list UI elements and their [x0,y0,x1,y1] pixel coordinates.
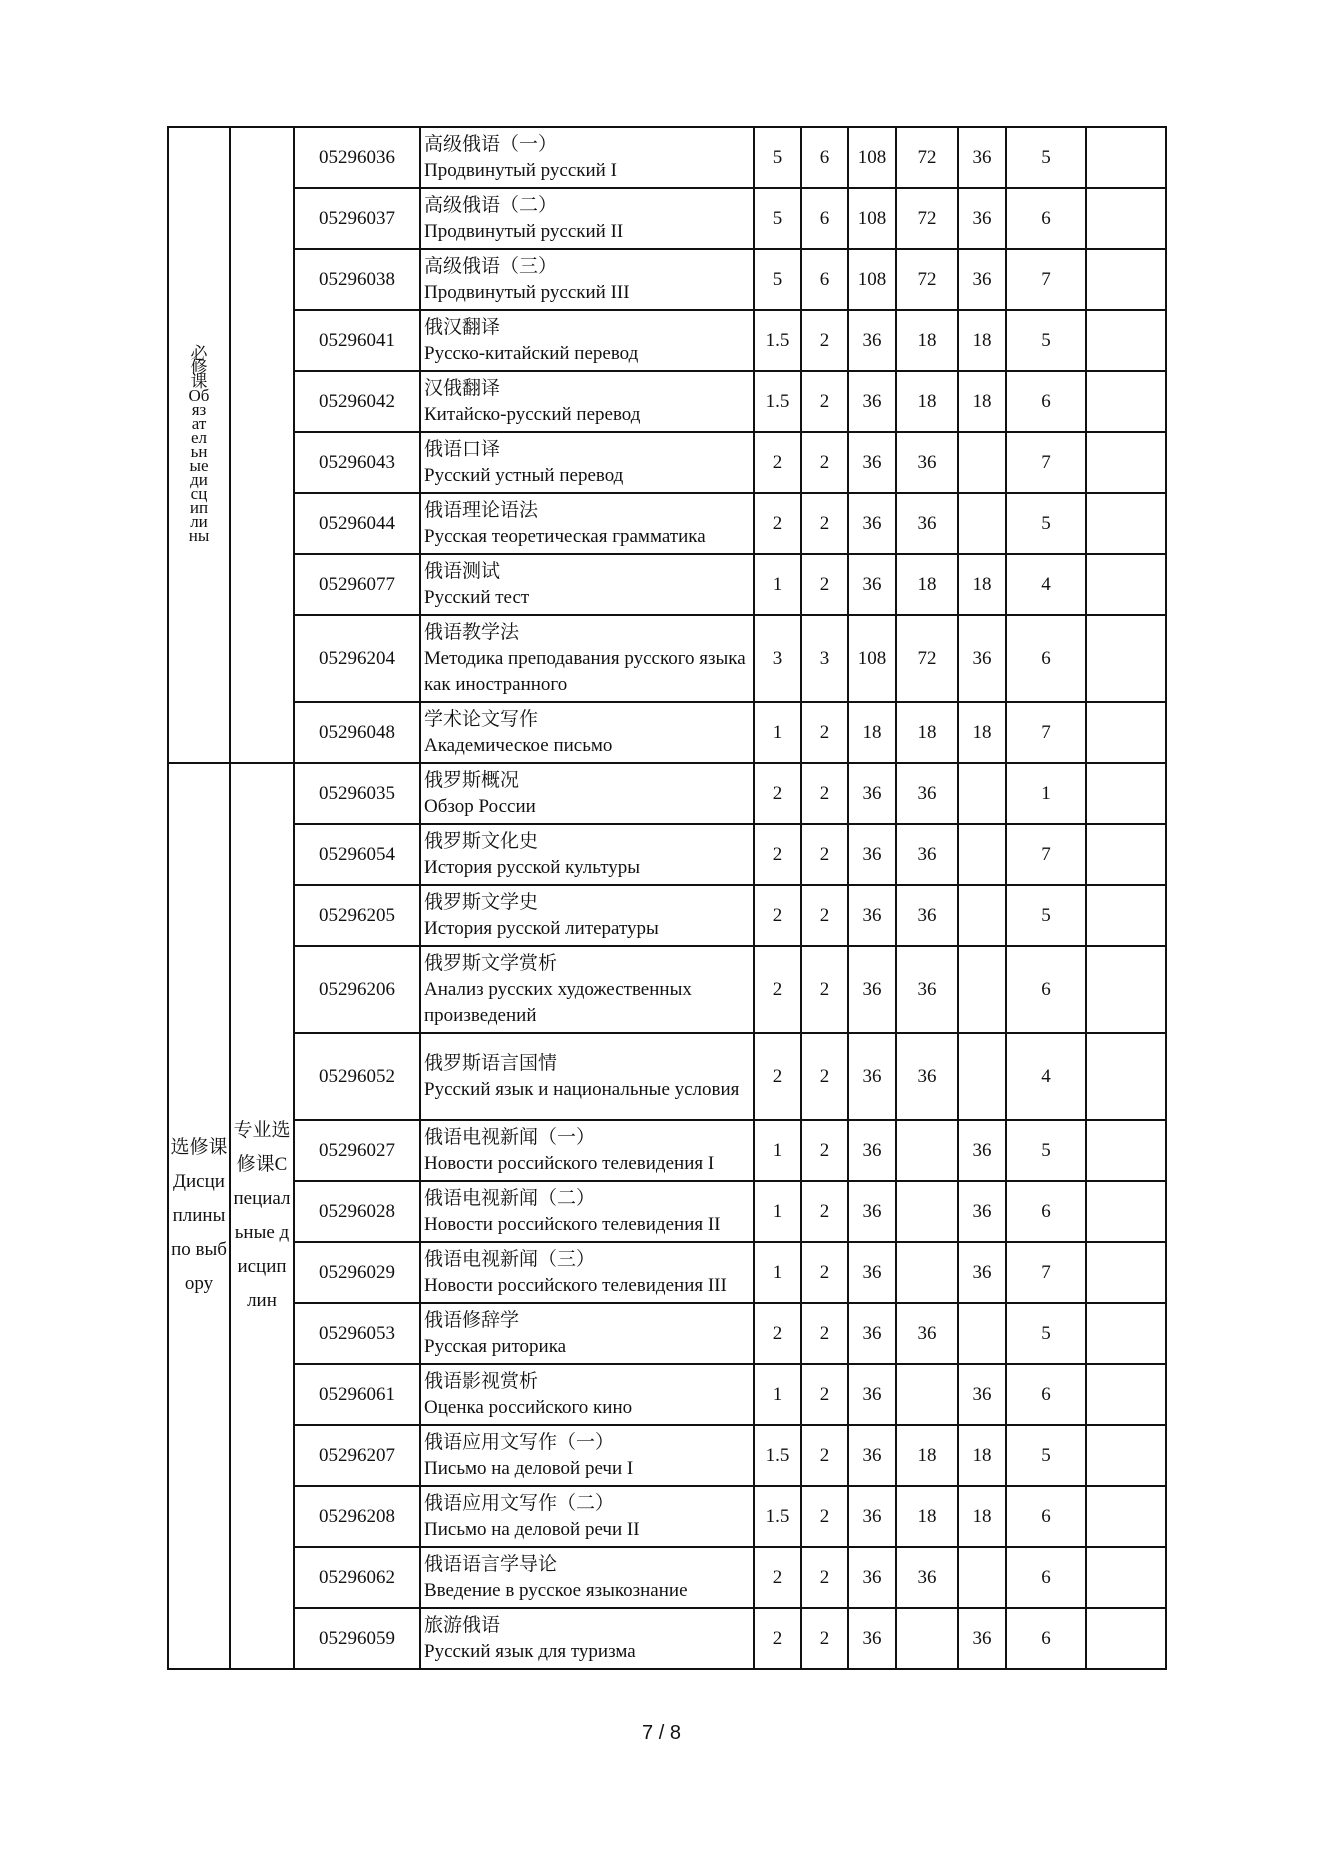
curriculum-table [167,126,1167,1670]
course-code: 05296062 [294,1547,420,1608]
course-name [420,615,754,702]
note [1086,1486,1166,1547]
practice-hours [958,1547,1006,1608]
total-hours: 36 [848,1033,896,1120]
total-hours: 108 [848,188,896,249]
lecture-hours: 72 [896,615,958,702]
course-name-ru: Методика преподавания русского языка как иностранного [424,647,746,695]
course-code: 05296053 [294,1303,420,1364]
semester: 5 [1006,1425,1086,1486]
lecture-hours: 36 [896,946,958,1033]
note [1086,127,1166,188]
note [1086,1425,1166,1486]
credits: 2 [754,1033,801,1120]
table-row [168,554,1166,615]
semester: 7 [1006,432,1086,493]
semester: 6 [1006,371,1086,432]
course-name [420,493,754,554]
semester: 5 [1006,1303,1086,1364]
course-name [420,1303,754,1364]
practice-hours [958,885,1006,946]
course-name-zh: 俄语口译 [424,438,501,460]
table-row [168,763,1166,824]
course-name-zh: 俄语测试 [424,560,501,582]
weekly-hours: 2 [801,1364,848,1425]
total-hours: 36 [848,946,896,1033]
course-code: 05296037 [294,188,420,249]
weekly-hours: 2 [801,885,848,946]
weekly-hours: 2 [801,824,848,885]
total-hours: 36 [848,1120,896,1181]
total-hours: 36 [848,493,896,554]
practice-hours: 36 [958,1608,1006,1669]
weekly-hours: 2 [801,371,848,432]
lecture-hours: 18 [896,310,958,371]
table-row [168,1364,1166,1425]
table-row [168,432,1166,493]
note [1086,371,1166,432]
semester: 6 [1006,1486,1086,1547]
course-name-zh: 俄语电视新闻（一） [424,1126,596,1148]
elective-subgroup-label-text: 专业选修课Специальные дисциплин [233,1120,291,1311]
course-code: 05296207 [294,1425,420,1486]
credits: 2 [754,946,801,1033]
total-hours: 36 [848,1486,896,1547]
weekly-hours: 2 [801,1425,848,1486]
table-row [168,1033,1166,1120]
weekly-hours: 6 [801,127,848,188]
lecture-hours: 36 [896,1303,958,1364]
weekly-hours: 2 [801,1181,848,1242]
total-hours: 36 [848,1547,896,1608]
course-name [420,763,754,824]
credits: 2 [754,1608,801,1669]
practice-hours [958,946,1006,1033]
table-row [168,1486,1166,1547]
course-name-ru: Оценка российского кино [424,1396,633,1418]
weekly-hours: 2 [801,1120,848,1181]
lecture-hours: 36 [896,885,958,946]
course-name-ru: Продвинутый русский II [424,220,624,242]
course-name-zh: 汉俄翻译 [424,377,501,399]
course-name [420,1364,754,1425]
course-name-ru: Русский устный перевод [424,464,624,486]
course-name [420,249,754,310]
course-name-zh: 学术论文写作 [424,708,539,730]
table-row [168,371,1166,432]
lecture-hours: 72 [896,249,958,310]
course-name-ru: Продвинутый русский I [424,159,617,181]
lecture-hours [896,1608,958,1669]
course-name-ru: Анализ русских художественных произведений [424,978,692,1026]
note [1086,824,1166,885]
course-name-ru: Письмо на деловой речи II [424,1518,640,1540]
credits: 2 [754,824,801,885]
practice-hours [958,763,1006,824]
course-name [420,1033,754,1120]
weekly-hours: 2 [801,1547,848,1608]
note [1086,432,1166,493]
note [1086,763,1166,824]
course-name-zh: 俄语应用文写作（一） [424,1431,615,1453]
course-name [420,188,754,249]
lecture-hours: 18 [896,1486,958,1547]
note [1086,1303,1166,1364]
course-code: 05296036 [294,127,420,188]
table-row [168,493,1166,554]
credits: 1 [754,1242,801,1303]
course-code: 05296205 [294,885,420,946]
course-name-zh: 高级俄语（一） [424,133,558,155]
course-name [420,1425,754,1486]
required-group-label [168,127,230,763]
note [1086,1181,1166,1242]
credits: 1 [754,1364,801,1425]
note [1086,249,1166,310]
course-code: 05296038 [294,249,420,310]
semester: 5 [1006,493,1086,554]
elective-subgroup-label [230,763,294,1669]
course-name [420,1608,754,1669]
course-name-zh: 俄语电视新闻（三） [424,1248,596,1270]
semester: 6 [1006,946,1086,1033]
course-name [420,310,754,371]
course-name-zh: 俄语电视新闻（二） [424,1187,596,1209]
course-name-ru: Продвинутый русский III [424,281,630,303]
course-code: 05296206 [294,946,420,1033]
course-name-ru: Русская риторика [424,1335,567,1357]
course-name [420,1547,754,1608]
practice-hours [958,1033,1006,1120]
credits: 1.5 [754,1486,801,1547]
total-hours: 36 [848,1242,896,1303]
course-code: 05296204 [294,615,420,702]
note [1086,885,1166,946]
course-name-ru: Русский язык и национальные условия [424,1078,740,1100]
lecture-hours: 36 [896,1033,958,1120]
note [1086,615,1166,702]
course-name-zh: 俄罗斯文学赏析 [424,952,558,974]
course-code: 05296054 [294,824,420,885]
table-row [168,885,1166,946]
practice-hours: 18 [958,554,1006,615]
practice-hours [958,432,1006,493]
practice-hours: 36 [958,615,1006,702]
total-hours: 36 [848,824,896,885]
course-name-ru: Обзор России [424,795,536,817]
total-hours: 108 [848,249,896,310]
table-row [168,702,1166,763]
credits: 1.5 [754,371,801,432]
credits: 2 [754,763,801,824]
weekly-hours: 2 [801,1303,848,1364]
course-name [420,885,754,946]
course-name-zh: 俄语语言学导论 [424,1553,558,1575]
semester: 7 [1006,1242,1086,1303]
note [1086,493,1166,554]
course-name [420,1181,754,1242]
practice-hours [958,493,1006,554]
weekly-hours: 6 [801,249,848,310]
required-group-label-text: 必修课Обязательные дисциплины [188,344,210,545]
course-code: 05296028 [294,1181,420,1242]
total-hours: 36 [848,371,896,432]
weekly-hours: 2 [801,310,848,371]
practice-hours: 36 [958,127,1006,188]
course-name-zh: 俄语教学法 [424,621,520,643]
total-hours: 36 [848,763,896,824]
table-row [168,310,1166,371]
semester: 6 [1006,188,1086,249]
total-hours: 108 [848,615,896,702]
semester: 4 [1006,1033,1086,1120]
course-code: 05296048 [294,702,420,763]
note [1086,1364,1166,1425]
practice-hours: 18 [958,310,1006,371]
total-hours: 36 [848,1608,896,1669]
lecture-hours [896,1120,958,1181]
course-name-ru: Новости российского телевидения I [424,1152,715,1174]
note [1086,188,1166,249]
practice-hours: 36 [958,188,1006,249]
course-name-zh: 俄罗斯语言国情 [424,1052,558,1074]
total-hours: 36 [848,1303,896,1364]
table-row [168,1608,1166,1669]
course-code: 05296208 [294,1486,420,1547]
lecture-hours [896,1364,958,1425]
course-name-zh: 俄罗斯文学史 [424,891,539,913]
semester: 6 [1006,1364,1086,1425]
table-row [168,1120,1166,1181]
credits: 1 [754,1120,801,1181]
total-hours: 36 [848,432,896,493]
lecture-hours: 72 [896,127,958,188]
weekly-hours: 2 [801,1033,848,1120]
semester: 6 [1006,615,1086,702]
total-hours: 36 [848,1425,896,1486]
course-name-ru: Русский тест [424,586,530,608]
course-code: 05296059 [294,1608,420,1669]
course-name-zh: 俄语修辞学 [424,1309,520,1331]
total-hours: 108 [848,127,896,188]
semester: 5 [1006,310,1086,371]
weekly-hours: 2 [801,1242,848,1303]
course-name-zh: 高级俄语（三） [424,255,558,277]
course-name-zh: 俄罗斯概况 [424,769,520,791]
credits: 2 [754,432,801,493]
table-body [168,127,1166,1669]
course-code: 05296077 [294,554,420,615]
practice-hours: 36 [958,1181,1006,1242]
course-name-zh: 俄汉翻译 [424,316,501,338]
weekly-hours: 2 [801,702,848,763]
total-hours: 36 [848,554,896,615]
semester: 5 [1006,127,1086,188]
note [1086,1608,1166,1669]
course-name-ru: Академическое письмо [424,734,613,756]
weekly-hours: 3 [801,615,848,702]
course-code: 05296035 [294,763,420,824]
course-code: 05296061 [294,1364,420,1425]
course-name [420,371,754,432]
course-name-zh: 旅游俄语 [424,1614,501,1636]
table-row [168,1181,1166,1242]
total-hours: 18 [848,702,896,763]
course-name-ru: Китайско-русский перевод [424,403,641,425]
course-name-ru: Введение в русское языкознание [424,1579,688,1601]
course-name-ru: Русско-китайский перевод [424,342,639,364]
weekly-hours: 2 [801,554,848,615]
table-row [168,824,1166,885]
course-code: 05296027 [294,1120,420,1181]
lecture-hours: 18 [896,554,958,615]
course-name-ru: Русская теоретическая грамматика [424,525,706,547]
credits: 1 [754,1181,801,1242]
lecture-hours: 36 [896,432,958,493]
course-name-zh: 俄语应用文写作（二） [424,1492,615,1514]
course-code: 05296029 [294,1242,420,1303]
course-name-ru: Новости российского телевидения II [424,1213,721,1235]
lecture-hours [896,1242,958,1303]
course-name [420,127,754,188]
practice-hours: 18 [958,371,1006,432]
semester: 7 [1006,824,1086,885]
semester: 6 [1006,1608,1086,1669]
weekly-hours: 2 [801,1608,848,1669]
lecture-hours: 18 [896,371,958,432]
weekly-hours: 2 [801,946,848,1033]
total-hours: 36 [848,310,896,371]
weekly-hours: 2 [801,432,848,493]
semester: 7 [1006,249,1086,310]
course-name [420,1486,754,1547]
semester: 1 [1006,763,1086,824]
course-name [420,824,754,885]
course-name [420,1120,754,1181]
weekly-hours: 2 [801,1486,848,1547]
semester: 4 [1006,554,1086,615]
course-name-zh: 俄罗斯文化史 [424,830,539,852]
credits: 2 [754,885,801,946]
table-row [168,188,1166,249]
table-row [168,127,1166,188]
credits: 2 [754,1303,801,1364]
course-name-zh: 俄语理论语法 [424,499,539,521]
lecture-hours [896,1181,958,1242]
required-subgroup-cell [230,127,294,763]
course-code: 05296041 [294,310,420,371]
course-name [420,702,754,763]
note [1086,946,1166,1033]
page-number: 7 / 8 [642,1722,681,1744]
course-name [420,432,754,493]
note [1086,310,1166,371]
credits: 1 [754,702,801,763]
course-name-ru: Письмо на деловой речи I [424,1457,634,1479]
lecture-hours: 18 [896,702,958,763]
table-row [168,1425,1166,1486]
practice-hours: 18 [958,702,1006,763]
table-row [168,1242,1166,1303]
course-name [420,554,754,615]
elective-group-label-text: 选修课Дисциплины по выбору [170,1137,228,1294]
semester: 6 [1006,1181,1086,1242]
weekly-hours: 2 [801,493,848,554]
lecture-hours: 36 [896,824,958,885]
course-name-ru: Русский язык для туризма [424,1640,636,1662]
course-name-ru: История русской литературы [424,917,659,939]
table-row [168,615,1166,702]
course-name-ru: Новости российского телевидения III [424,1274,727,1296]
table-row [168,249,1166,310]
practice-hours: 36 [958,1242,1006,1303]
course-name-zh: 俄语影视赏析 [424,1370,539,1392]
note [1086,1242,1166,1303]
note [1086,1547,1166,1608]
table-row [168,946,1166,1033]
lecture-hours: 72 [896,188,958,249]
weekly-hours: 6 [801,188,848,249]
semester: 5 [1006,885,1086,946]
semester: 5 [1006,1120,1086,1181]
credits: 1.5 [754,310,801,371]
note [1086,1033,1166,1120]
practice-hours: 36 [958,1120,1006,1181]
credits: 1.5 [754,1425,801,1486]
course-code: 05296042 [294,371,420,432]
lecture-hours: 36 [896,493,958,554]
elective-group-label [168,763,230,1669]
note [1086,554,1166,615]
table-row [168,1547,1166,1608]
credits: 5 [754,249,801,310]
total-hours: 36 [848,1181,896,1242]
credits: 5 [754,127,801,188]
course-name [420,1242,754,1303]
credits: 1 [754,554,801,615]
weekly-hours: 2 [801,763,848,824]
semester: 7 [1006,702,1086,763]
total-hours: 36 [848,885,896,946]
course-name-ru: История русской культуры [424,856,641,878]
practice-hours: 18 [958,1486,1006,1547]
credits: 2 [754,493,801,554]
course-code: 05296052 [294,1033,420,1120]
practice-hours: 36 [958,249,1006,310]
practice-hours: 36 [958,1364,1006,1425]
course-name [420,946,754,1033]
course-code: 05296044 [294,493,420,554]
practice-hours [958,824,1006,885]
note [1086,702,1166,763]
credits: 2 [754,1547,801,1608]
course-code: 05296043 [294,432,420,493]
lecture-hours: 18 [896,1425,958,1486]
practice-hours: 18 [958,1425,1006,1486]
credits: 5 [754,188,801,249]
course-name-zh: 高级俄语（二） [424,194,558,216]
table-row [168,1303,1166,1364]
credits: 3 [754,615,801,702]
lecture-hours: 36 [896,763,958,824]
semester: 6 [1006,1547,1086,1608]
practice-hours [958,1303,1006,1364]
lecture-hours: 36 [896,1547,958,1608]
total-hours: 36 [848,1364,896,1425]
note [1086,1120,1166,1181]
